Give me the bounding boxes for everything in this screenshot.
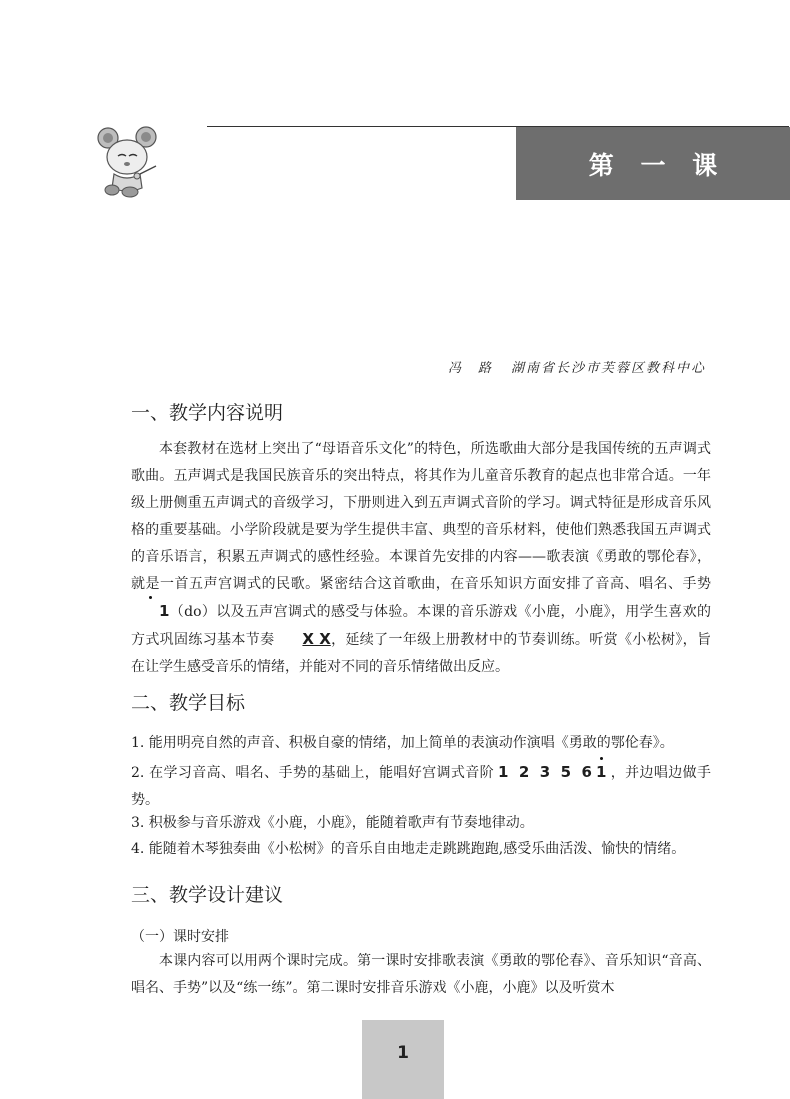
goal-item-2: 2. 在学习音高、唱名、手势的基础上，能唱好宫调式音阶 1 2 3 5 6 1 ，并边唱边做手势。 — [131, 759, 711, 814]
page-number: 1 — [397, 1043, 409, 1063]
section-1-text-a: 本套教材在选材上突出了“母语音乐文化”的特色，所选歌曲大部分是我国传统的五声调式歌曲。五声调式是我国民族音乐的突出特点，将其作为儿童音乐教育的起点也非常合适。一年级上册侧重五声调式的音级学习，下册则进入到五声调式音阶的学习。调式特征是形成音乐风格的重要基础。小学阶段就是要为学生提供丰富、典型的音乐材料，使他们熟悉我国五声调式的音乐语言，积累五声调式的感性经验。本课首先安排的内容——歌表演《勇敢的鄂伦春》，就是一首五声宫调式的民歌。紧密结合这首歌曲，在音乐知识方面安排了音高、唱名、手势 — [131, 441, 711, 592]
section-1-text-c: ，延续了一年级上册教材中的节奏训练。听赏《小松树》，旨在让学生感受音乐的情绪，并能对不同的音乐情绪做出反应。 — [131, 632, 712, 675]
goal-item-4: 4. 能随着木琴独奏曲《小松树》的音乐自由地走走跳跳跑跑,感受乐曲活泼、愉快的情绪。 — [131, 841, 686, 857]
lesson-title: 第 一 课 — [588, 150, 718, 180]
section-3-subheading: （一）课时安排 — [131, 929, 229, 945]
section-1-text-b: （do）以及五声宫调式的感受与体验。本课的音乐游戏《小鹿，小鹿》，用学生喜欢的方式巩固练习基本节奏 — [131, 604, 711, 648]
goal-item-1: 1. 能用明亮自然的声音、积极自豪的情绪，加上简单的表演动作演唱《勇敢的鄂伦春》。 — [131, 735, 674, 751]
author-affiliation: 湖南省长沙市芙蓉区教科中心 — [510, 361, 706, 376]
author-name: 冯 路 — [447, 361, 493, 376]
scale-high-note: 1 — [596, 759, 606, 786]
high-do-note: 1 — [131, 598, 169, 625]
section-3-heading: 三、教学设计建议 — [131, 884, 284, 906]
author-line — [448, 357, 706, 376]
section-1-paragraph — [131, 436, 711, 681]
section-2-heading: 二、教学目标 — [131, 692, 246, 714]
section-1-heading: 一、教学内容说明 — [131, 402, 284, 424]
section-3-paragraph: 本课内容可以用两个课时完成。第一课时安排歌表演《勇敢的鄂伦春》、音乐知识“音高、唱名、手势”以及“练一练”。第二课时安排音乐游戏《小鹿，小鹿》以及听赏木 — [131, 953, 711, 996]
mascot-illustration — [96, 124, 160, 198]
scale-notation: 1 2 3 5 6 — [498, 763, 592, 781]
lesson-title-banner — [516, 127, 790, 200]
page-number-box — [362, 1020, 444, 1099]
rhythm-notation: X X — [302, 630, 331, 648]
goal-item-3: 3. 积极参与音乐游戏《小鹿，小鹿》，能随着歌声有节奏地律动。 — [131, 815, 534, 831]
